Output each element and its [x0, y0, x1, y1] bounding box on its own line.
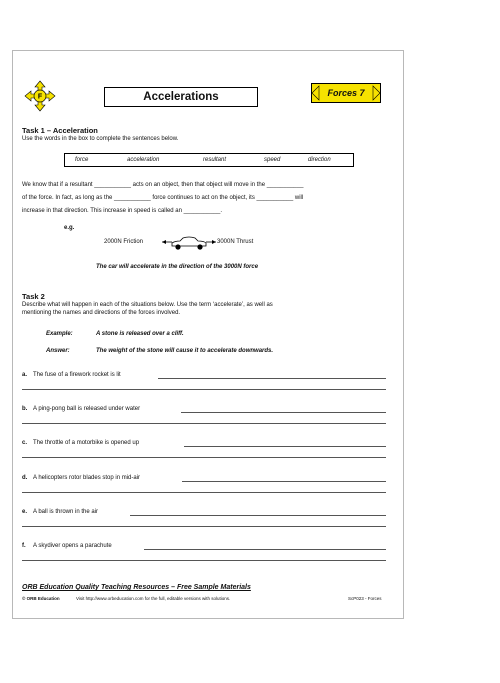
- car-diagram-icon: [162, 233, 216, 253]
- task2-instruction-1: Describe what will happen in each of the situations below. Use the term ‘accelerate’, as well as: [22, 302, 273, 308]
- question-e-letter: e.: [22, 509, 28, 515]
- word-resultant: resultant: [203, 157, 227, 163]
- worksheet-title: Accelerations: [104, 87, 258, 107]
- answer-label: Answer:: [46, 348, 70, 354]
- task1-sentence-1: We know that if a resultant ___________ acts on an object, then that object will move in the ___________: [22, 182, 304, 188]
- word-direction: direction: [308, 157, 331, 163]
- question-b-text: A ping-pong ball is released under water: [33, 406, 141, 412]
- question-d-letter: d.: [22, 475, 28, 481]
- footer-title: ORB Education Quality Teaching Resources – Free Sample Materials: [22, 584, 251, 591]
- footer-copyright: © ORB Education: [22, 596, 60, 601]
- answer-line-a2[interactable]: [22, 389, 386, 390]
- word-speed: speed: [264, 157, 281, 163]
- friction-label: 2000N Friction: [104, 239, 144, 245]
- question-f-text: A skydiver opens a parachute: [33, 543, 112, 549]
- answer-line-b2[interactable]: [22, 423, 386, 424]
- answer-line-c1[interactable]: [184, 446, 386, 447]
- answer-line-d2[interactable]: [22, 492, 386, 493]
- word-box: [64, 153, 354, 167]
- footer-code: ScP023 - Forces: [348, 596, 382, 601]
- answer-line-d1[interactable]: [182, 481, 386, 482]
- task2-heading: Task 2: [22, 292, 45, 301]
- question-c-letter: c.: [22, 440, 28, 446]
- task1-instruction: Use the words in the box to complete the sentences below.: [22, 136, 179, 142]
- question-c-text: The throttle of a motorbike is opened up: [33, 440, 140, 446]
- task1-conclusion: The car will accelerate in the direction of the 3000N force: [96, 264, 259, 270]
- example-label-eg: e.g.: [64, 225, 75, 231]
- footer-visit-text: Visit http://www.orbeducation.com for the full, editable versions with solutions.: [76, 596, 231, 601]
- forces-badge: [311, 83, 381, 103]
- thrust-label: 3000N Thrust: [217, 239, 254, 245]
- question-a-text: The fuse of a firework rocket is lit: [33, 372, 121, 378]
- answer-line-b1[interactable]: [181, 412, 386, 413]
- question-e-text: A ball is thrown in the air: [33, 509, 99, 515]
- question-b-letter: b.: [22, 406, 28, 412]
- answer-line-e1[interactable]: [130, 515, 386, 516]
- answer-line-a1[interactable]: [158, 378, 386, 379]
- task2-instruction-2: mentioning the names and directions of the forces involved.: [22, 310, 181, 316]
- answer-line-e2[interactable]: [22, 526, 386, 527]
- answer-line-f1[interactable]: [144, 549, 386, 550]
- answer-text: The weight of the stone will cause it to accelerate downwards.: [96, 348, 274, 354]
- badge-label: Forces 7: [327, 88, 365, 98]
- question-a-letter: a.: [22, 372, 28, 378]
- question-d-text: A helicopters rotor blades stop in mid-air: [33, 475, 141, 481]
- word-acceleration: acceleration: [127, 157, 160, 163]
- logo-letter: F: [37, 93, 43, 101]
- example-label: Example:: [46, 331, 73, 337]
- task1-sentence-3: increase in that direction. This increase in speed is called an ___________.: [22, 208, 223, 214]
- answer-line-c2[interactable]: [22, 457, 386, 458]
- answer-line-f2[interactable]: [22, 560, 386, 561]
- task1-heading: Task 1 – Acceleration: [22, 126, 98, 135]
- task1-sentence-2: of the force. In fact, as long as the ___________ force continues to act on the object, its ___________ will: [22, 195, 304, 201]
- example-text: A stone is released over a cliff.: [96, 331, 184, 337]
- word-force: force: [75, 157, 89, 163]
- question-f-letter: f.: [22, 543, 26, 549]
- forces-logo-icon: [24, 80, 56, 112]
